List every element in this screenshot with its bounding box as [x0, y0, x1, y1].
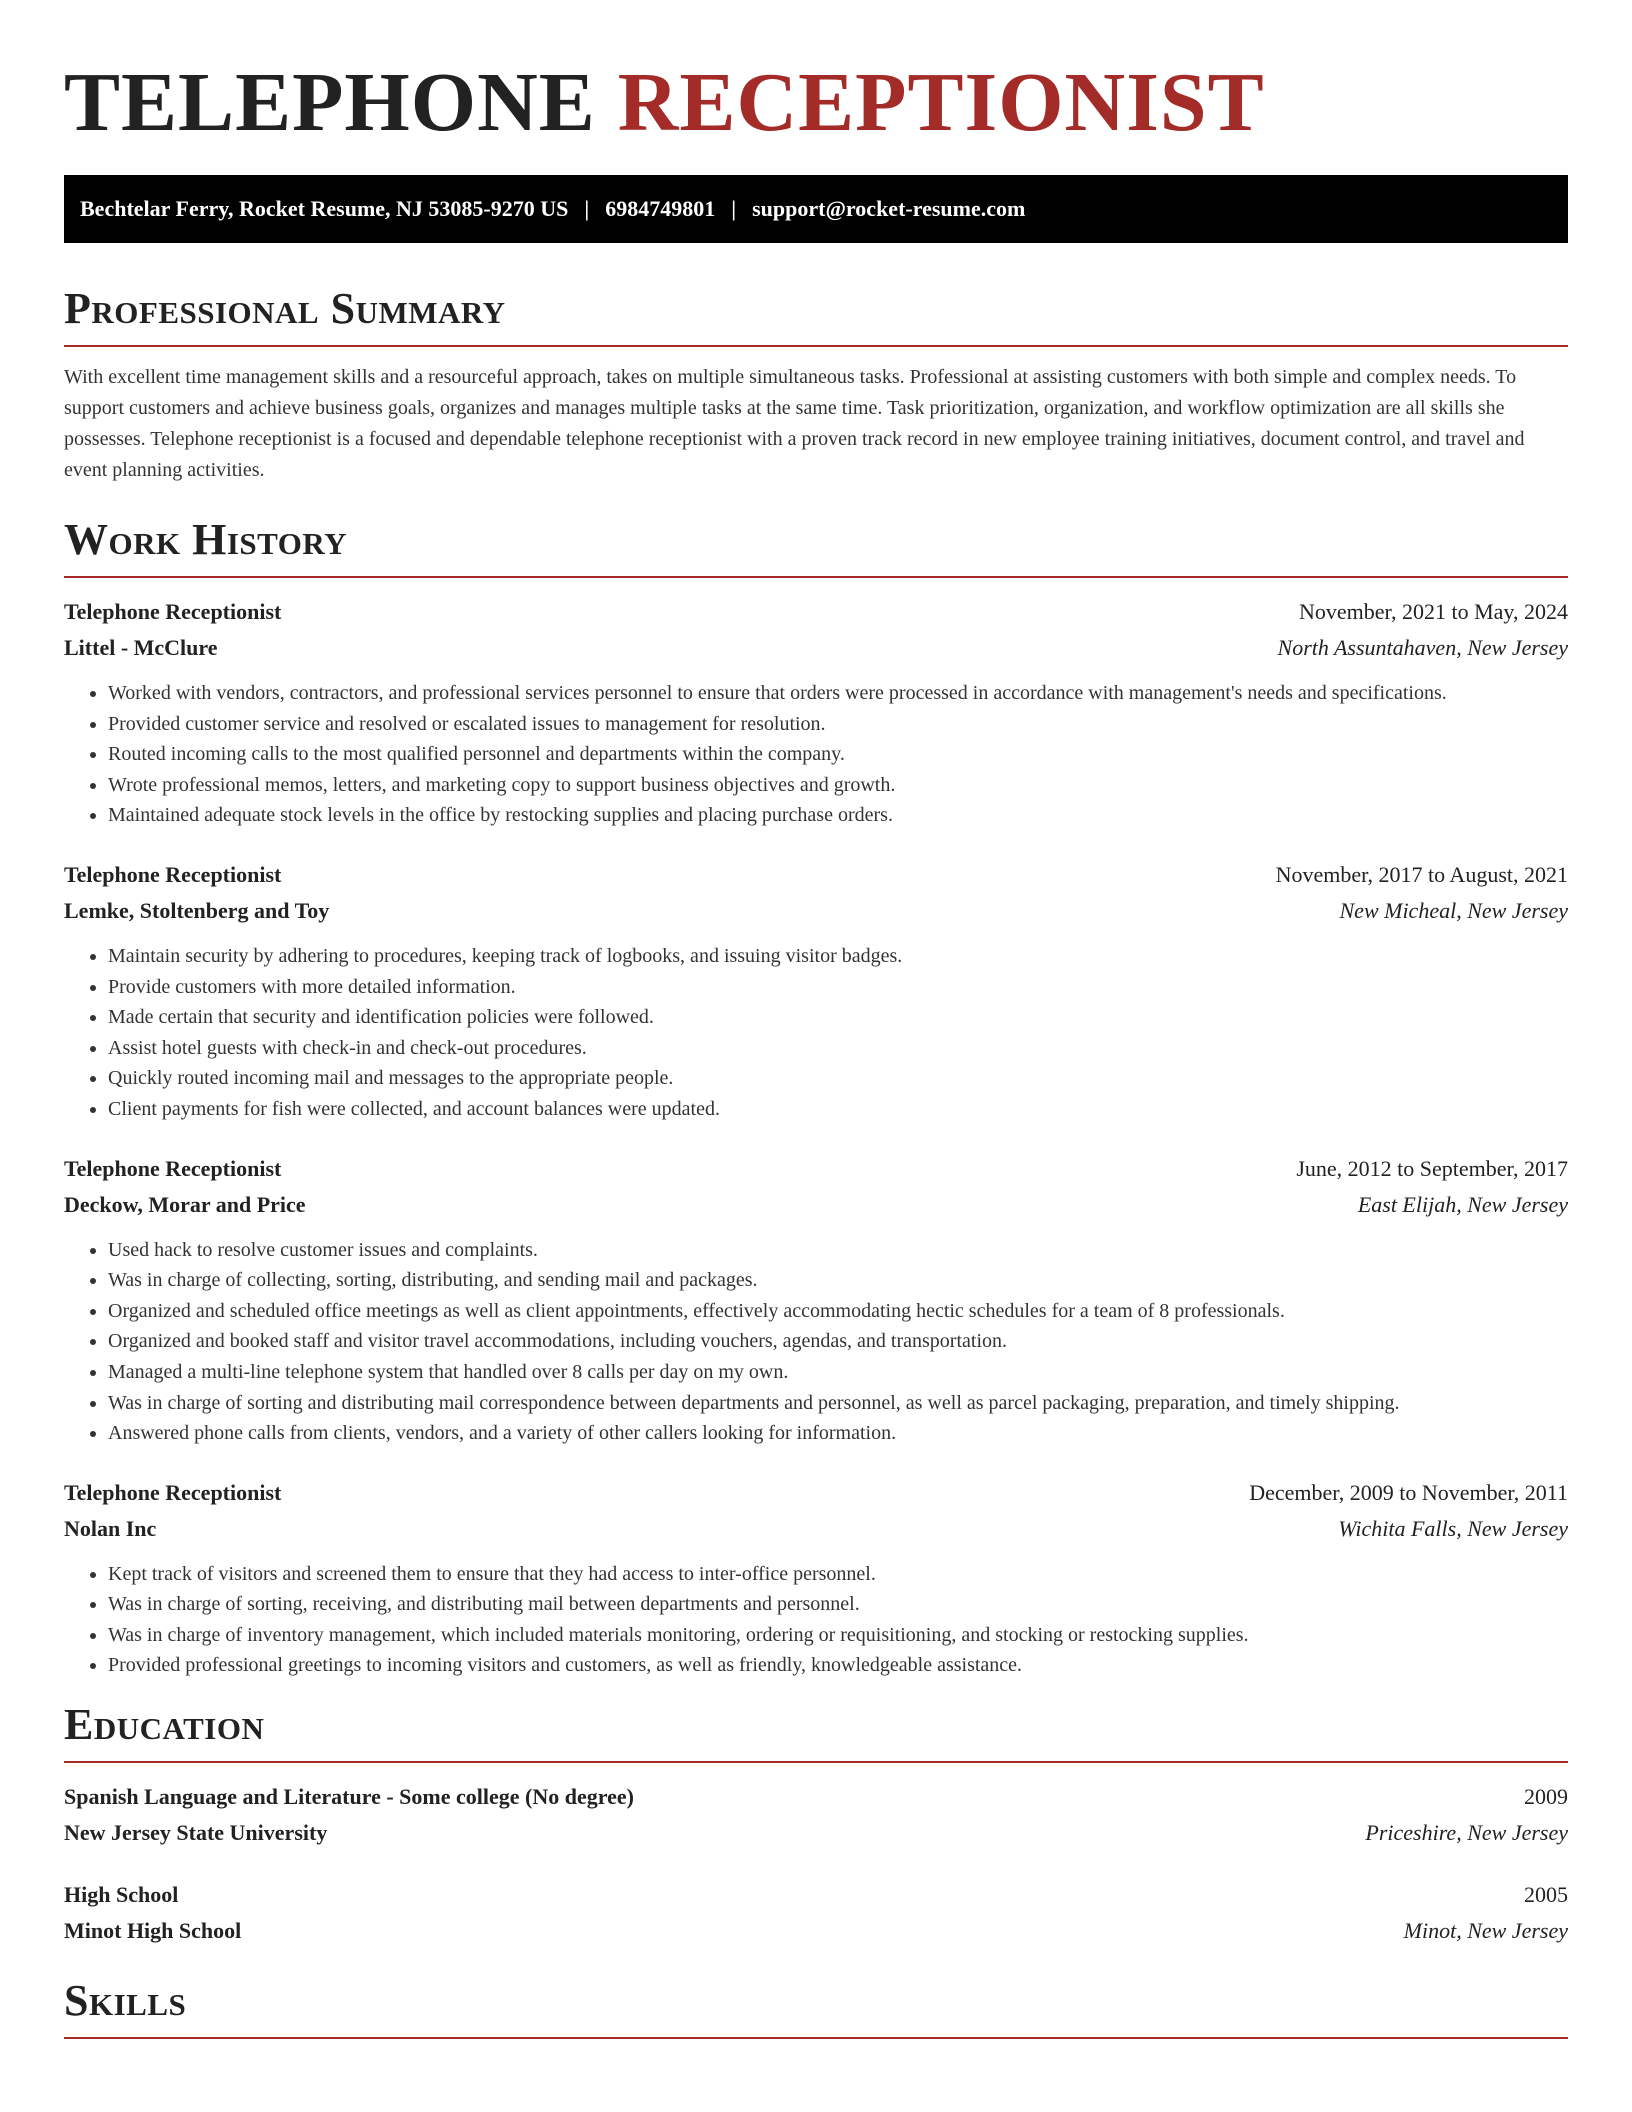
education-degree: High School: [64, 1882, 179, 1908]
job-location: Wichita Falls, New Jersey: [1338, 1515, 1568, 1541]
education-school-row: [64, 1815, 1568, 1851]
education-degree-row: [64, 1877, 1568, 1913]
job-dates: December, 2009 to November, 2011: [1249, 1479, 1568, 1505]
job-bullet: • Kept track of visitors and screened them to ensure that they had access to inter-office personnel.: [108, 1559, 1568, 1590]
job-header-row: [64, 1151, 1568, 1187]
job-bullet: • Used hack to resolve customer issues and complaints.: [108, 1235, 1568, 1266]
job-bullet: • Client payments for fish were collected, and account balances were updated.: [108, 1094, 1568, 1125]
job-dates: November, 2021 to May, 2024: [1299, 599, 1568, 624]
job-header-row: [64, 857, 1568, 893]
skills-heading: Skills: [64, 1975, 1568, 2039]
contact-separator: |: [584, 196, 590, 221]
job-bullets: [64, 1559, 1568, 1681]
education-year: 2005: [1524, 1882, 1568, 1908]
job-bullet: • Maintain security by adhering to procedures, keeping track of logbooks, and issuing visitor badges.: [108, 941, 1568, 972]
education-school: Minot High School: [64, 1918, 242, 1944]
contact-bar: [64, 175, 1568, 243]
education-location: Priceshire, New Jersey: [1365, 1820, 1568, 1846]
job-bullet: • Provide customers with more detailed information.: [108, 972, 1568, 1003]
title-part-1: TELEPHONE: [64, 56, 596, 149]
contact-address: Bechtelar Ferry, Rocket Resume, NJ 53085-9270 US: [80, 196, 569, 221]
education-degree-row: [64, 1779, 1568, 1815]
job-location: North Assuntahaven, New Jersey: [1277, 635, 1568, 660]
job-bullet: • Routed incoming calls to the most qualified personnel and departments within the company.: [108, 739, 1568, 770]
job-bullet: • Wrote professional memos, letters, and marketing copy to support business objectives and growth.: [108, 770, 1568, 801]
education-year: 2009: [1524, 1784, 1568, 1810]
summary-heading: Professional Summary: [64, 283, 1568, 347]
job-company: Nolan Inc: [64, 1515, 157, 1541]
job-bullet: • Was in charge of inventory management, which included materials monitoring, ordering or requisitioning, and stocking or restocking supplies.: [108, 1620, 1568, 1651]
job-dates: November, 2017 to August, 2021: [1275, 861, 1568, 887]
job-title: Telephone Receptionist: [64, 599, 282, 624]
job-bullet: • Organized and booked staff and visitor travel accommodations, including vouchers, agendas, and transportation.: [108, 1326, 1568, 1357]
job-bullet: • Provided professional greetings to incoming visitors and customers, as well as friendly, knowledgeable assistance.: [108, 1650, 1568, 1681]
job-company-row: [64, 630, 1568, 666]
title-part-2: RECEPTIONIST: [617, 56, 1265, 149]
job-bullet: • Was in charge of collecting, sorting, distributing, and sending mail and packages.: [108, 1265, 1568, 1296]
job-header-row: [64, 594, 1568, 630]
job-bullet: • Organized and scheduled office meetings as well as client appointments, effectively accommodating hectic schedules for a team of 8 professionals.: [108, 1296, 1568, 1327]
job-dates: June, 2012 to September, 2017: [1296, 1155, 1568, 1181]
job-header-row: [64, 1475, 1568, 1511]
resume-title: [64, 0, 1568, 151]
job-company-row: [64, 893, 1568, 929]
job-bullet: • Worked with vendors, contractors, and professional services personnel to ensure that orders were processed in accordance with management's needs and specifications.: [108, 678, 1568, 709]
job-entry: [64, 1151, 1568, 1449]
job-bullet: • Was in charge of sorting and distributing mail correspondence between departments and personnel, as well as parcel packaging, preparation, and timely shipping.: [108, 1388, 1568, 1419]
job-bullets: [64, 1235, 1568, 1449]
contact-phone: 6984749801: [605, 196, 716, 221]
job-entry: [64, 594, 1568, 831]
job-bullet: • Was in charge of sorting, receiving, and distributing mail between departments and personnel.: [108, 1589, 1568, 1620]
job-bullets: [64, 678, 1568, 831]
summary-text: With excellent time management skills and a resourceful approach, takes on multiple simultaneous tasks. Professional at assisting customers with both simple and complex needs. To support customers and achieve business goals, organizes and manages multiple tasks at the same time. Task prioritization, organization, and workflow optimization are all skills she possesses. Telephone receptionist is a focused and dependable telephone receptionist with a proven track record in new employee training initiatives, document control, and travel and event planning activities.: [64, 366, 1525, 481]
job-bullet: • Assist hotel guests with check-in and check-out procedures.: [108, 1033, 1568, 1064]
job-company-row: [64, 1511, 1568, 1547]
education-school: New Jersey State University: [64, 1820, 328, 1846]
job-bullet: • Provided customer service and resolved or escalated issues to management for resolution.: [108, 709, 1568, 740]
job-title: Telephone Receptionist: [64, 861, 282, 887]
job-company: Littel - McClure: [64, 635, 218, 660]
job-bullets: [64, 941, 1568, 1125]
education-entry: [64, 1877, 1568, 1949]
job-location: East Elijah, New Jersey: [1357, 1191, 1568, 1217]
job-entry: [64, 857, 1568, 1125]
job-company-row: [64, 1187, 1568, 1223]
job-bullet: • Quickly routed incoming mail and messages to the appropriate people.: [108, 1063, 1568, 1094]
job-bullet: • Managed a multi-line telephone system that handled over 8 calls per day on my own.: [108, 1357, 1568, 1388]
job-company: Deckow, Morar and Price: [64, 1191, 306, 1217]
contact-email: support@rocket-resume.com: [752, 196, 1026, 221]
job-entry: [64, 1475, 1568, 1681]
job-company: Lemke, Stoltenberg and Toy: [64, 897, 330, 923]
education-location: Minot, New Jersey: [1403, 1918, 1568, 1944]
contact-separator: |: [731, 196, 737, 221]
education-heading: Education: [64, 1699, 1568, 1763]
job-title: Telephone Receptionist: [64, 1155, 282, 1181]
education-school-row: [64, 1913, 1568, 1949]
job-title: Telephone Receptionist: [64, 1479, 282, 1505]
work-history-heading: Work History: [64, 514, 1568, 578]
job-bullet: • Made certain that security and identification policies were followed.: [108, 1002, 1568, 1033]
job-bullet: • Maintained adequate stock levels in the office by restocking supplies and placing purchase orders.: [108, 800, 1568, 831]
education-degree: Spanish Language and Literature - Some college (No degree): [64, 1784, 634, 1810]
job-bullet: • Answered phone calls from clients, vendors, and a variety of other callers looking for information.: [108, 1418, 1568, 1449]
education-entry: [64, 1779, 1568, 1851]
job-location: New Micheal, New Jersey: [1339, 897, 1568, 923]
